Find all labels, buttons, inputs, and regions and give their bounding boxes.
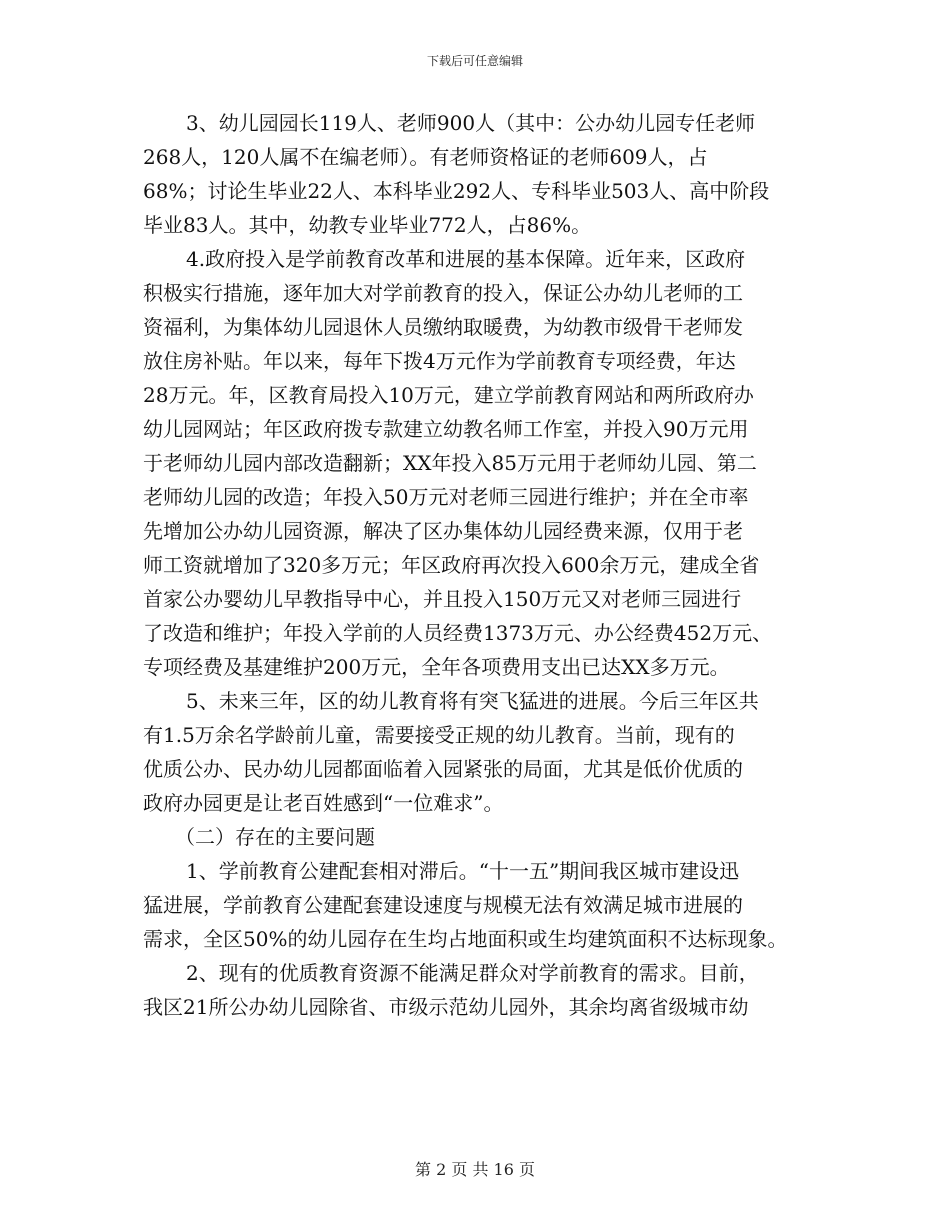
body-line: 放住房补贴。年以来，每年下拨4万元作为学前教育专项经费，年达 — [143, 349, 736, 373]
body-line: 5、未来三年，区的幼儿教育将有突飞猛进的进展。今后三年区共 — [186, 689, 759, 713]
body-line: 2、现有的优质教育资源不能满足群众对学前教育的需求。目前， — [186, 961, 759, 985]
body-line: 需求，全区50%的幼儿园存在生均占地面积或生均建筑面积不达标现象。 — [143, 927, 788, 951]
body-line: 积极实行措施，逐年加大对学前教育的投入，保证公办幼儿老师的工 — [143, 281, 743, 305]
body-line: 猛进展，学前教育公建配套建设速度与规模无法有效满足城市进展的 — [143, 893, 743, 917]
body-line: 于老师幼儿园内部改造翻新；XX年投入85万元用于老师幼儿园、第二 — [143, 451, 757, 475]
body-line: 毕业83人。其中，幼教专业毕业772人，占86%。 — [143, 213, 592, 237]
body-line: 268人，120人属不在编老师）。有老师资格证的老师609人，占 — [143, 145, 708, 169]
body-line: 3、幼儿园园长119人、老师900人（其中：公办幼儿园专任老师 — [186, 111, 756, 135]
body-line: 4.政府投入是学前教育改革和进展的基本保障。近年来，区政府 — [186, 247, 746, 271]
body-line: 68%；讨论生毕业22人、本科毕业292人、专科毕业503人、高中阶段 — [143, 179, 770, 203]
body-line: 28万元。年，区教育局投入10万元，建立学前教育网站和两所政府办 — [143, 383, 754, 407]
page-header: 下载后可任意编辑 — [426, 54, 523, 68]
body-line: 幼儿园网站；年区政府拨专款建立幼教名师工作室，并投入90万元用 — [143, 417, 749, 441]
body-line: 首家公办婴幼儿早教指导中心，并且投入150万元又对老师三园进行 — [143, 587, 742, 611]
body-line: 老师幼儿园的改造；年投入50万元对老师三园进行维护；并在全市率 — [143, 485, 749, 509]
body-line: 了改造和维护；年投入学前的人员经费1373万元、办公经费452万元、 — [143, 621, 773, 645]
body-line: 有1.5万余名学龄前儿童，需要接受正规的幼儿教育。当前，现有的 — [143, 723, 735, 747]
body-line: 政府办园更是让老百姓感到“一位难求”。 — [143, 791, 504, 815]
document-body — [143, 106, 813, 1024]
body-line: 1、学前教育公建配套相对滞后。“十一五”期间我区城市建设迅 — [186, 859, 740, 883]
body-line: 先增加公办幼儿园资源，解决了区办集体幼儿园经费来源，仅用于老 — [143, 519, 743, 543]
body-line: 我区21所公办幼儿园除省、市级示范幼儿园外，其余均离省级城市幼 — [143, 995, 749, 1019]
body-line: 资福利，为集体幼儿园退休人员缴纳取暖费，为幼教市级骨干老师发 — [143, 315, 743, 339]
body-line: 师工资就增加了320多万元；年区政府再次投入600余万元，建成全省 — [143, 553, 760, 577]
section-heading: （二）存在的主要问题 — [175, 825, 375, 849]
body-line: 优质公办、民办幼儿园都面临着入园紧张的局面，尤其是低价优质的 — [143, 757, 743, 781]
page-footer: 第 2 页 共 16 页 — [415, 1160, 535, 1179]
body-line: 专项经费及基建维护200万元，全年各项费用支出已达XX多万元。 — [143, 655, 730, 679]
